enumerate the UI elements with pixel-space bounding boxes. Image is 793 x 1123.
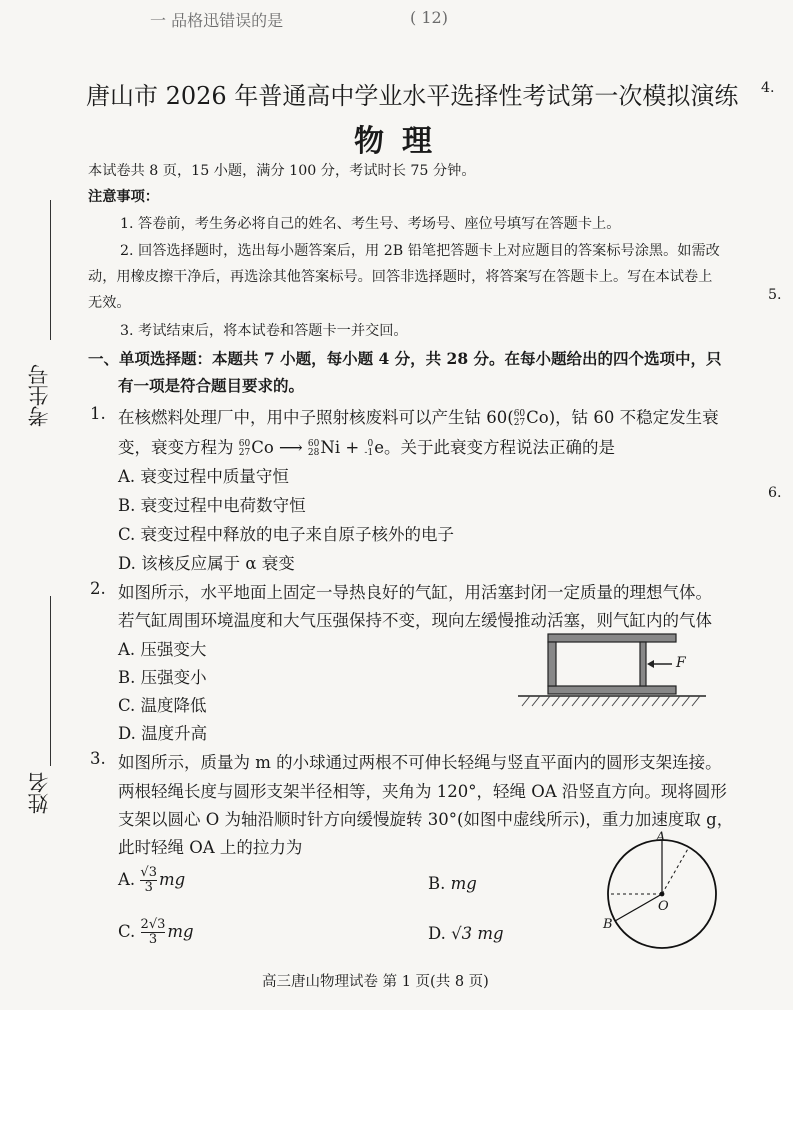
note-2-line2: 动，用橡皮擦干净后，再选涂其他答案标号。回答非选择题时，将答案写在答题卡上。写在本试卷上 [88, 269, 713, 285]
q1-option-d: D. 该核反应属于 α 衰变 [118, 554, 295, 573]
q3-stem-line1: 如图所示，质量为 m 的小球通过两根不可伸长轻绳与竖直平面内的圆形支架连接。 [118, 753, 722, 772]
point-a-label: A [656, 830, 666, 845]
q3-c-fraction: $\frac{2√3}{3}$ [140, 917, 166, 947]
section-1-heading-cont: 有一项是符合题目要求的。 [118, 376, 305, 395]
q2-option-c: C. 温度降低 [118, 696, 207, 715]
q3-number: 3. [90, 749, 106, 768]
name-line [50, 596, 51, 766]
subject-title: 物理 [354, 124, 450, 159]
q1-line1-a: 在核燃料处理厂中，用中子照射核废料可以产生钴 60( [118, 408, 514, 427]
note-3: 3. 考试结束后，将本试卷和答题卡一并交回。 [120, 323, 408, 339]
eq-e-nucleon: 0 -1 [364, 438, 374, 458]
q3-stem-line3: 支架以圆心 O 为轴沿顺时针方向缓慢旋转 30°(如图中虚线所示)，重力加速度取 g， [118, 810, 734, 829]
q2-number: 2. [90, 579, 106, 598]
cylinder-top-wall [548, 634, 676, 642]
q3-c-unit: mg [167, 922, 194, 941]
exam-title: 唐山市 2026 年普通高中学业水平选择性考试第一次模拟演练 [86, 82, 739, 110]
notes-heading: 注意事项： [88, 189, 159, 205]
q2-stem-line2: 若气缸周围环境温度和大气压强保持不变，现向左缓慢推动活塞，则气缸内的气体 [118, 611, 712, 630]
q3-option-a [118, 866, 185, 895]
note-2-line1: 2. 回答选择题时，选出每小题答案后，用 2B 铅笔把答题卡上对应题目的答案标号涂黑。如需改 [120, 243, 720, 259]
point-o-label: O [658, 899, 669, 914]
intro-line: 本试卷共 8 页，15 小题，满分 100 分，考试时长 75 分钟。 [88, 163, 476, 179]
q1-number: 1. [90, 404, 106, 423]
eq-co: Co [251, 438, 274, 457]
q3-option-c [118, 918, 194, 947]
q3-c-label: C. [118, 922, 136, 941]
q3-stem-line4: 此时轻绳 OA 上的拉力为 [118, 838, 303, 857]
header-scrap-left: 一 品格迅错误的是 [150, 11, 284, 30]
center-o [660, 892, 665, 897]
q3-stem-line2: 两根轻绳长度与圆形支架半径相等，夹角为 120°，轻绳 OA 沿竖直方向。现将圆形 [118, 782, 727, 801]
q3-d-label: D. [428, 924, 446, 943]
q3-b-label: B. [428, 874, 446, 893]
edge-number-5: 5. [768, 287, 782, 303]
ground-hatching [522, 696, 700, 706]
eq-e: e [374, 438, 384, 457]
note-1: 1. 答卷前，考生务必将自己的姓名、考生号、考场号、座位号填写在答题卡上。 [120, 216, 621, 232]
q1-stem-line2 [118, 434, 615, 458]
q1-line1-b: )，钴 60 不稳定发生衰 [548, 408, 719, 427]
exam-number-label: 考生号 [27, 364, 51, 427]
q1-line2-a: 变，衰变方程为 [118, 438, 234, 457]
header-scrap-right: ( 12) [410, 8, 448, 27]
q3-d-unit: √3 mg [451, 924, 504, 943]
eq-co-nucleon: 60 27 [238, 438, 251, 458]
note-2-line3: 无效。 [88, 295, 131, 311]
eq-arrow: ⟶ [279, 438, 303, 457]
q3-a-unit: mg [158, 870, 186, 889]
q3-b-unit: mg [450, 874, 477, 893]
q3-a-fraction: $\frac{√3}{3}$ [140, 865, 157, 895]
q1-stem-line1 [118, 404, 719, 428]
section-1-heading: 一、单项选择题：本题共 7 小题，每小题 4 分，共 28 分。在每小题给出的四个选项中，只 [88, 349, 722, 368]
q1-option-a: A. 衰变过程中质量守恒 [118, 467, 289, 486]
force-arrowhead [647, 660, 654, 668]
eq-plus: + [345, 438, 360, 457]
q3-option-b [428, 874, 477, 893]
piston [640, 642, 646, 686]
exam-number-line [50, 200, 51, 340]
q3-option-d [428, 924, 504, 943]
q2-option-d: D. 温度升高 [118, 724, 208, 743]
rotated-oa-dashed [662, 847, 689, 894]
q1-option-b: B. 衰变过程中电荷数守恒 [118, 496, 306, 515]
q1-option-c: C. 衰变过程中释放的电子来自原子核外的电子 [118, 525, 455, 544]
cylinder-bottom-wall [548, 686, 676, 694]
rope-ob [615, 894, 662, 921]
edge-number-6: 6. [768, 485, 782, 501]
eq-ni: Ni [320, 438, 341, 457]
circle-support-figure [596, 828, 726, 958]
name-label: 姓名 [27, 772, 51, 814]
co-symbol: Co [526, 408, 549, 427]
q2-option-a: A. 压强变大 [118, 640, 207, 659]
point-b-label: B [603, 917, 613, 932]
q1-line2-b: 。关于此衰变方程说法正确的是 [383, 438, 615, 457]
page-footer: 高三唐山物理试卷 第 1 页(共 8 页) [262, 974, 489, 990]
co60-nucleon: 60 27 [513, 408, 526, 428]
eq-ni-nucleon: 60 28 [307, 438, 320, 458]
cylinder-left-wall [548, 642, 556, 686]
edge-number-4: 4. [761, 80, 775, 96]
force-label: F [676, 655, 686, 671]
q3-a-label: A. [118, 870, 136, 889]
q2-option-b: B. 压强变小 [118, 668, 207, 687]
q2-stem-line1: 如图所示，水平地面上固定一导热良好的气缸，用活塞封闭一定质量的理想气体。 [118, 583, 712, 602]
